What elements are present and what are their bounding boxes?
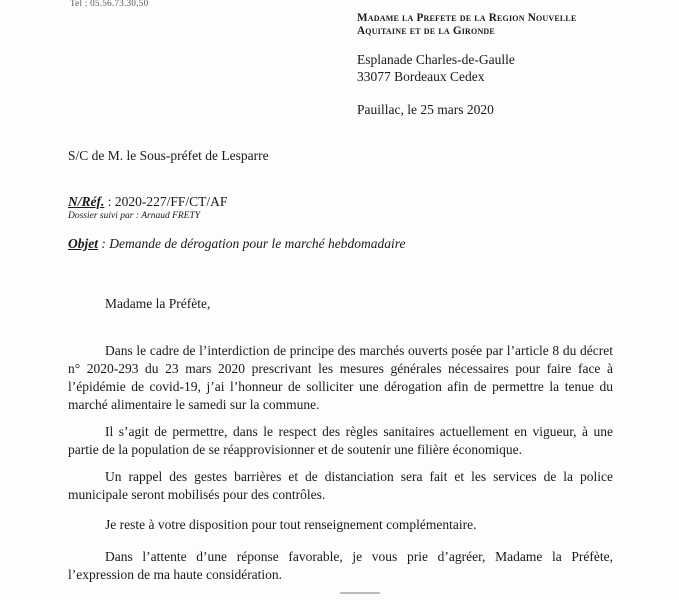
address-line-2: 33077 Bordeaux Cedex — [357, 69, 485, 84]
paragraph-3: Un rappel des gestes barrières et de distanciation sera fait et les services de la police municipale seront mobilisés pour des contrôles. — [68, 469, 613, 502]
recipient-line-1: Madame la Prefete de la Region Nouvelle — [357, 12, 577, 24]
recipient-address — [357, 51, 515, 85]
objet-label: Objet — [68, 236, 98, 251]
reference-value: : 2020-227/FF/CT/AF — [104, 194, 228, 209]
place-date: Pauillac, le 25 mars 2020 — [357, 102, 494, 117]
salutation: Madame la Préfète, — [105, 296, 211, 311]
reference-line — [68, 194, 227, 210]
signature-fragment — [340, 592, 380, 594]
sender-phone: Tel : 05.56.73.30.50 — [70, 0, 149, 8]
objet-value: : Demande de dérogation pour le marché hebdomadaire — [98, 236, 406, 251]
recipient-block — [357, 12, 577, 38]
address-line-1: Esplanade Charles-de-Gaulle — [357, 52, 515, 67]
paragraph-2: Il s’agit de permettre, dans le respect des règles sanitaires actuellement en vigueur, à une partie de la population de se réapprovisionner et de soutenir une filière économique. — [68, 424, 613, 457]
dossier-line: Dossier suivi par : Arnaud FRETY — [68, 211, 201, 221]
paragraph-4: Je reste à votre disposition pour tout renseignement complémentaire. — [105, 517, 477, 532]
sous-couvert-line: S/C de M. le Sous-préfet de Lesparre — [68, 148, 269, 163]
reference-label: N/Réf. — [68, 194, 105, 209]
objet-line — [68, 236, 405, 252]
paragraph-5: Dans l’attente d’une réponse favorable, je vous prie d’agréer, Madame la Préfète, l’expression de ma haute considération. — [68, 549, 613, 582]
paragraph-1: Dans le cadre de l’interdiction de principe des marchés ouverts posée par l’article 8 du décret n° 2020-293 du 23 mars 2020 prescrivant les mesures générales nécessaires pour faire face à l’épidémie de covid-19, j’ai l’honneur de solliciter une dérogation afin de permettre la tenue du marché alimentaire le samedi sur la commune. — [68, 343, 613, 412]
recipient-line-2: Aquitaine et de la Gironde — [357, 25, 495, 37]
